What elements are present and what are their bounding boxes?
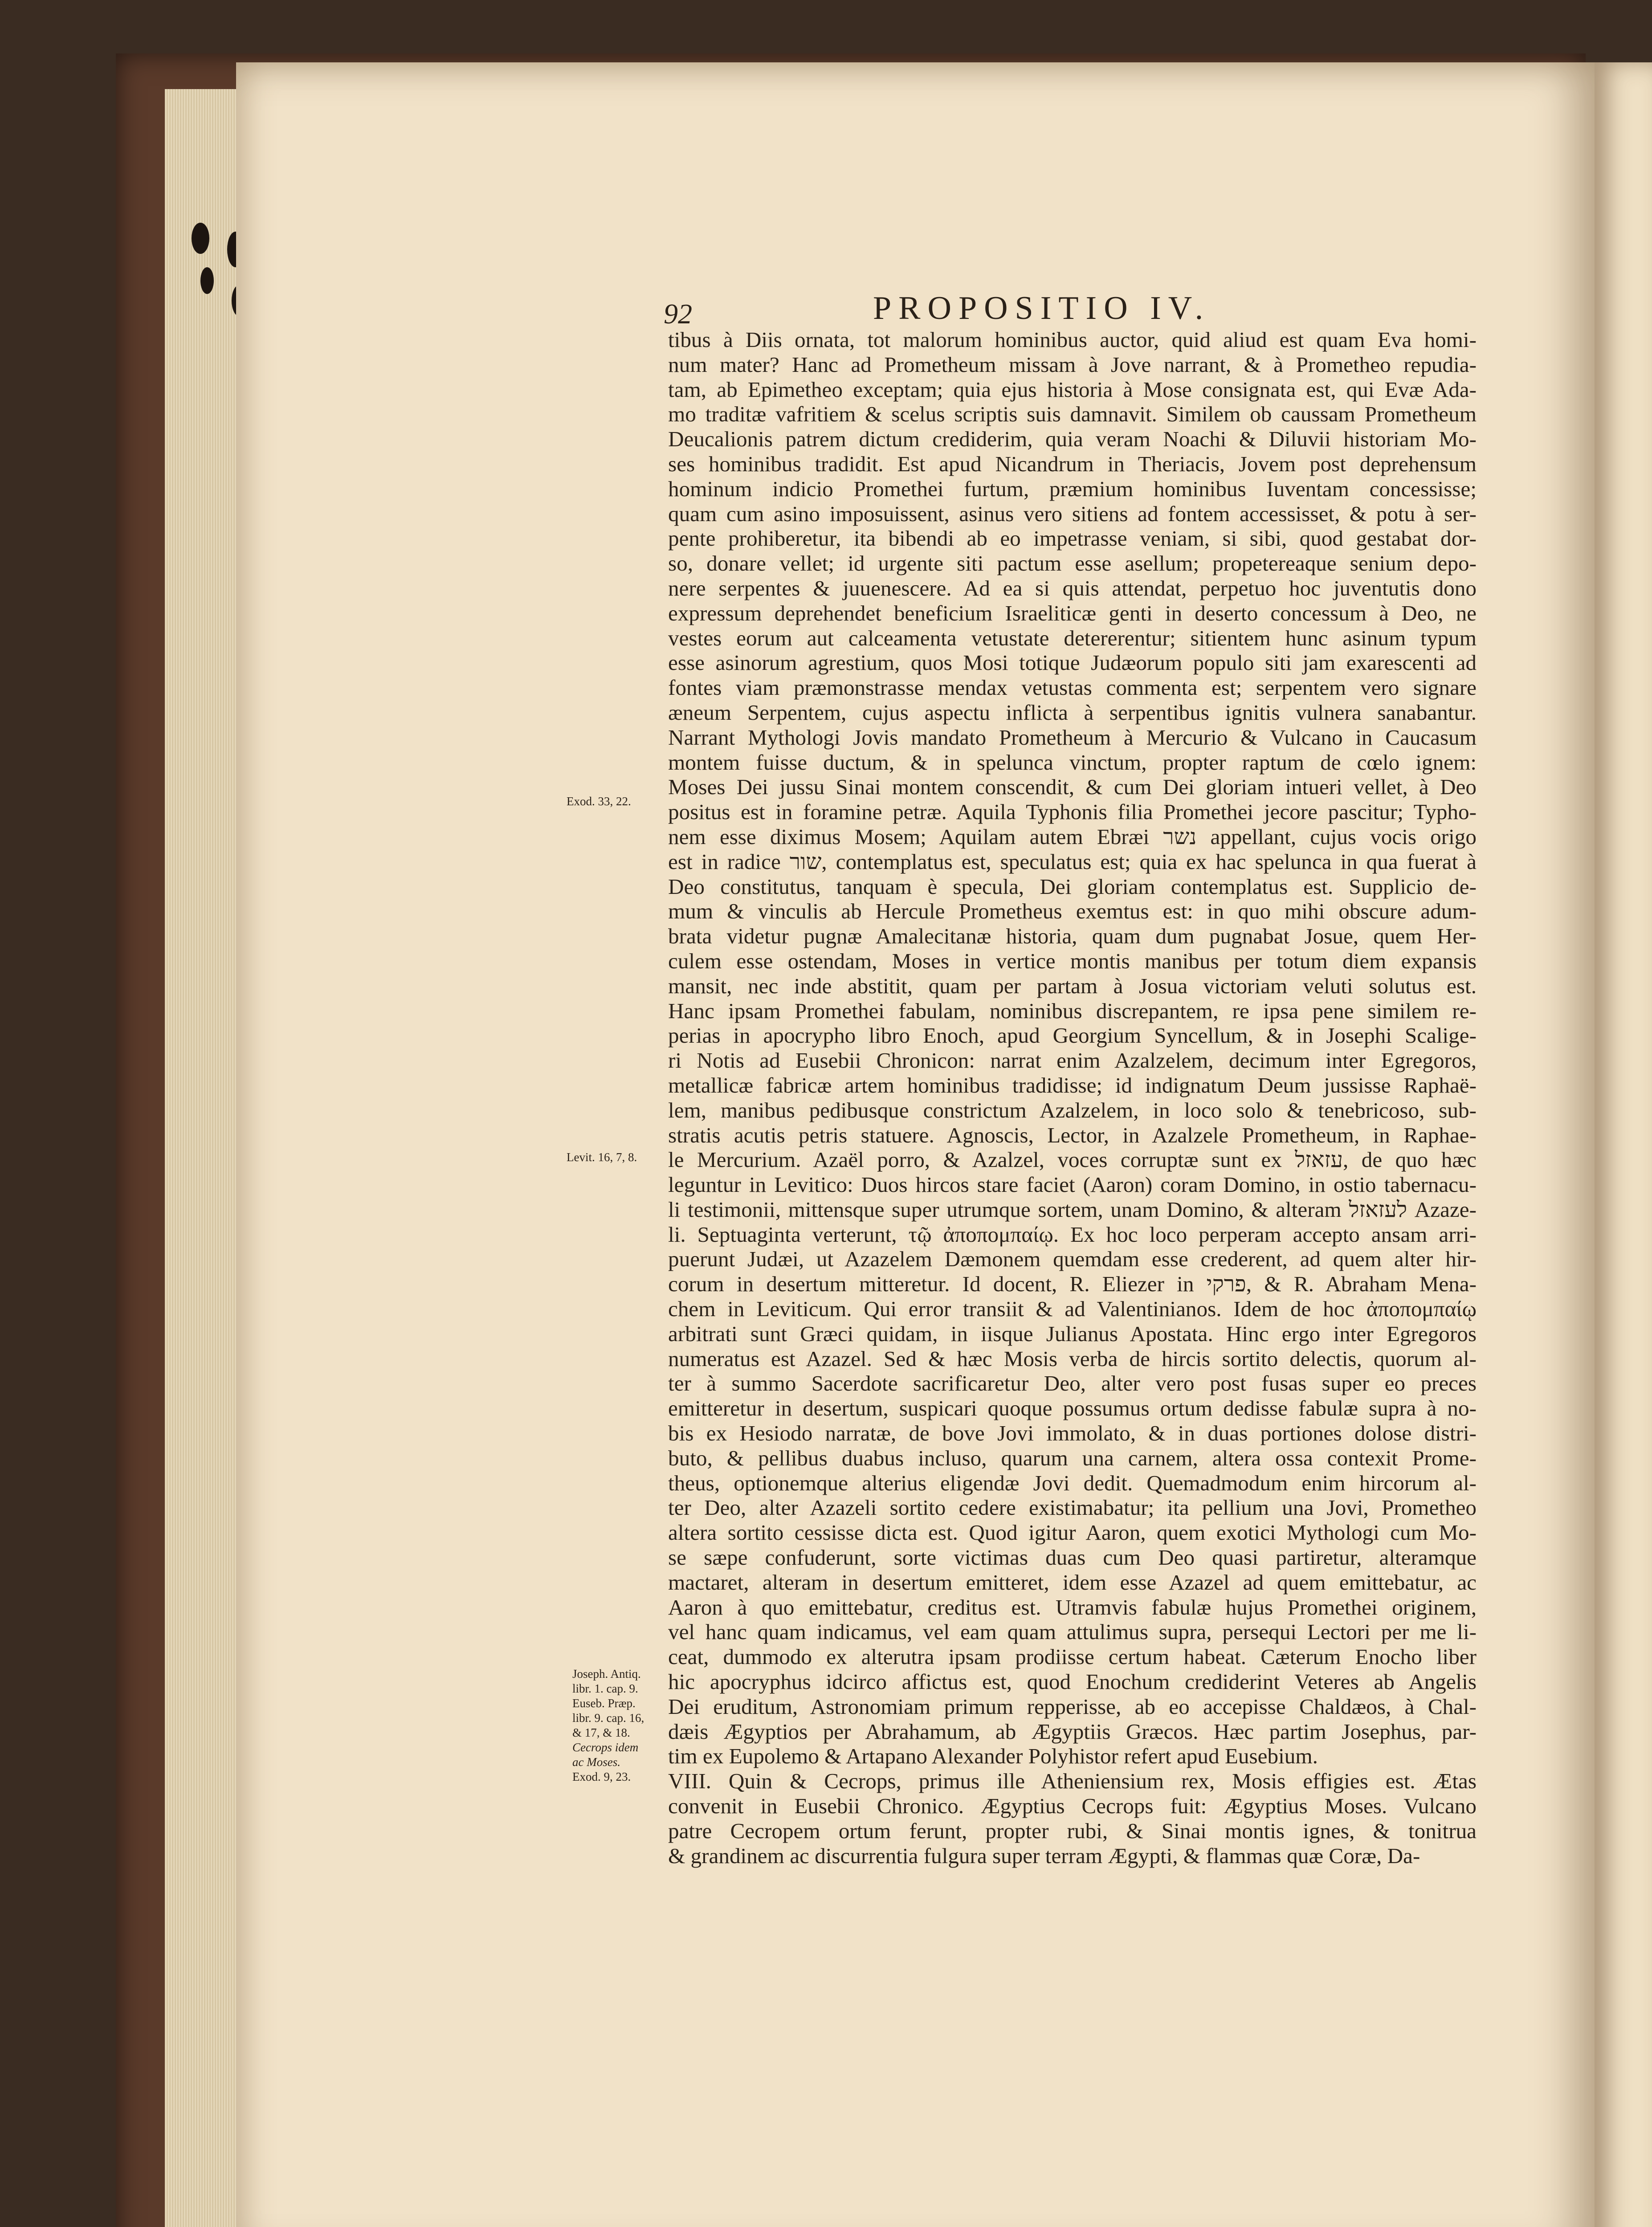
margin-note-line: & 17, & 18.	[572, 1726, 630, 1739]
text-line: puerunt Judæi, ut Azazelem Dæmonem quemdam esse crederent, ad quem alter hir-	[668, 1247, 1477, 1272]
text-line: ter Deo, alter Azazeli sortito cedere existimabatur; ita pellium una Jovi, Prometheo	[668, 1495, 1477, 1520]
text-line: metallicæ fabricæ artem hominibus tradidisse; id indignatum Deum jussisse Raphaë-	[668, 1073, 1477, 1097]
text-line: Moses Dei jussu Sinai montem conscendit, & cum Dei gloriam intueri vellet, à Deo	[668, 775, 1477, 799]
text-line: num mater? Hanc ad Prometheum missam à Jove narrant, & à Prometheo repudia-	[668, 352, 1477, 377]
text-line: tim ex Eupolemo & Artapano Alexander Polyhistor refert apud Eusebium.	[668, 1744, 1318, 1769]
text-line: hominum indicio Promethei furtum, præmium hominibus Iuventam concessisse;	[668, 476, 1477, 501]
text-line: nere serpentes & juuenescere. Ad ea si quis attendat, perpetuo hoc juventutis dono	[668, 575, 1477, 600]
margin-note-sources	[572, 1667, 644, 1784]
text-line: altera sortito cessisse dicta est. Quod igitur Aaron, quem exotici Mythologi cum Mo-	[668, 1520, 1477, 1545]
text-line: mansit, nec inde abstitit, quam per partam à Josua victoriam veluti solutus est.	[668, 973, 1477, 998]
text-line: li. Septuaginta verterunt, τῷ ἀποπομπαίῳ. Ex hoc loco perperam accepto ansam arri-	[668, 1222, 1477, 1247]
facing-page-edge	[1595, 62, 1652, 2227]
text-line: positus est in foramine petræ. Aquila Typhonis filia Promethei jecore pascitur; Typho-	[668, 799, 1477, 824]
margin-note-line: ac Moses.	[572, 1755, 620, 1769]
text-line: convenit in Eusebii Chronico. Ægyptius Cecrops fuit: Ægyptius Moses. Vulcano	[668, 1794, 1477, 1819]
margin-note-exodus: Exod. 33, 22.	[567, 795, 631, 808]
text-line: brata videtur pugnæ Amalecitanæ historia, quam dum pugnabat Josue, quem Her-	[668, 924, 1477, 949]
text-line: patre Cecropem ortum ferunt, propter rubi, & Sinai montis ignes, & tonitrua	[668, 1818, 1477, 1843]
text-line: VIII. Quin & Cecrops, primus ille Atheniensium rex, Mosis effigies est. Ætas	[668, 1769, 1477, 1794]
running-head: PROPOSITIO IV.	[873, 290, 1211, 326]
text-line: bis ex Hesiodo narratæ, de bove Jovi immolato, & in duas portiones dolose distri-	[668, 1421, 1477, 1446]
margin-note-line: libr. 9. cap. 16,	[572, 1711, 644, 1725]
text-line: perias in apocrypho libro Enoch, apud Georgium Syncellum, & in Josephi Scalige-	[668, 1023, 1477, 1048]
text-line: fontes viam præmonstrasse mendax vetustas commenta est; serpentem vero signare	[668, 675, 1477, 700]
text-line: hic apocryphus idcirco affictus est, quod Enochum crediderint Veteres ab Angelis	[668, 1669, 1477, 1694]
text-line: Dei eruditum, Astronomiam primum repperisse, ab eo accepisse Chaldæos, à Chal-	[668, 1694, 1477, 1719]
text-line: le Mercurium. Azaël porro, & Azalzel, voces corruptæ sunt ex עזאזל, de quo hæc	[668, 1147, 1477, 1172]
text-line: dæis Ægyptios per Abrahamum, ab Ægyptiis Græcos. Hæc partim Josephus, par-	[668, 1719, 1477, 1744]
text-line: lem, manibus pedibusque constrictum Azalzelem, in loco solo & tenebricoso, sub-	[668, 1097, 1477, 1122]
text-line: corum in desertum mitteretur. Id docent, R. Eliezer in פרקי, & R. Abraham Mena-	[668, 1272, 1477, 1297]
text-line: arbitrati sunt Græci quidam, in iisque Julianus Apostata. Hinc ergo inter Egregoros	[668, 1321, 1477, 1346]
margin-note-line: Cecrops idem	[572, 1741, 639, 1754]
margin-note-line: libr. 1. cap. 9.	[572, 1682, 638, 1695]
text-line: quam cum asino imposuissent, asinus vero sitiens ad fontem accessisset, & potu à ser-	[668, 501, 1477, 526]
text-line: tam, ab Epimetheo exceptam; quia ejus historia à Mose consignata est, qui Evæ Ada-	[668, 377, 1477, 402]
text-line: & grandinem ac discurrentia fulgura super terram Ægypti, & flammas quæ Coræ, Da-	[668, 1843, 1420, 1868]
margin-note-line: Joseph. Antiq.	[572, 1667, 641, 1680]
text-line: li testimonii, mittensque super utrumque sortem, unam Domino, & alteram לעזאזל Azaze-	[668, 1197, 1477, 1222]
text-line: est in radice שור, contemplatus est, speculatus est; quia ex hac spelunca in qua fuerat à	[668, 849, 1477, 874]
text-line: vestes eorum aut calceamenta vetustate detererentur; sitientem hunc asinum typum	[668, 625, 1477, 650]
text-line: tibus à Diis ornata, tot malorum hominibus auctor, quid aliud est quam Eva homi-	[668, 327, 1477, 352]
text-line: Deucalionis patrem dictum crediderim, quia veram Noachi & Diluvii historiam Mo-	[668, 427, 1477, 452]
text-line: so, donare vellet; id urgente siti pactum esse asellum; propetereaque senium depo-	[668, 551, 1477, 576]
text-line: culem esse ostendam, Moses in vertice montis manibus per totum diem expansis	[668, 948, 1477, 973]
page-number: 92	[664, 298, 692, 330]
text-line: numeratus est Azazel. Sed & hæc Mosis verba de hircis sortito delectis, quorum al-	[668, 1346, 1477, 1371]
text-line: ter à summo Sacerdote sacrificaretur Deo, alter vero post fusas super eo preces	[668, 1371, 1477, 1396]
text-line: vel hanc quam indicamus, vel eam quam attulimus supra, persequi Lectori per me li-	[668, 1619, 1477, 1644]
page-edges	[165, 89, 238, 2227]
text-line: pente prohiberetur, ita bibendi ab eo impetrasse veniam, si sibi, quod gestabat dor-	[668, 526, 1477, 551]
margin-note-line: Exod. 9, 23.	[572, 1770, 631, 1783]
text-line: ri Notis ad Eusebii Chronicon: narrat enim Azalzelem, decimum inter Egregoros,	[668, 1048, 1477, 1073]
text-line: mo traditæ vafritiem & scelus scriptis suis damnavit. Similem ob caussam Prometheum	[668, 402, 1477, 427]
text-line: leguntur in Levitico: Duos hircos stare faciet (Aaron) coram Domino, in ostio tabernacu-	[668, 1172, 1477, 1197]
text-line: theus, optionemque alterius eligendæ Jovi dedit. Quemadmodum enim hircorum al-	[668, 1470, 1477, 1495]
margin-note-leviticus: Levit. 16, 7, 8.	[567, 1150, 637, 1164]
text-line: Narrant Mythologi Jovis mandato Prometheum à Mercurio & Vulcano in Caucasum	[668, 725, 1477, 750]
text-line: æneum Serpentem, cujus aspectu inflicta à serpentibus ignitis vulnera sanabantur.	[668, 700, 1477, 725]
text-line: Aaron à quo emittebatur, creditus est. Utramvis fabulæ hujus Promethei originem,	[668, 1595, 1477, 1619]
text-line: mactaret, alteram in desertum emitteret, idem esse Azazel ad quem emittebatur, ac	[668, 1570, 1477, 1595]
body-text	[668, 327, 1477, 1868]
text-line: Hanc ipsam Promethei fabulam, nominibus discrepantem, re ipsa pene similem re-	[668, 998, 1477, 1023]
text-line: emitteretur in desertum, suspicari quoque possumus ortum dedisse fabulæ supra à no-	[668, 1396, 1477, 1421]
text-line: buto, & pellibus duabus incluso, quarum una carnem, altera ossa contexit Prome-	[668, 1445, 1477, 1470]
text-line: se sæpe confuderunt, sorte victimas duas cum Deo quasi partiretur, alteramque	[668, 1545, 1477, 1570]
text-line: chem in Leviticum. Qui error transiit & ad Valentinianos. Idem de hoc ἀποπομπαίῳ	[668, 1297, 1477, 1322]
text-line: montem fuisse ductum, & in spelunca vinctum, propter raptum de cœlo ignem:	[668, 750, 1477, 775]
text-line: nem esse diximus Mosem; Aquilam autem Ebræi נשר appellant, cujus vocis origo	[668, 824, 1477, 849]
text-line: Deo constitutus, tanquam è specula, Dei gloriam contemplatus est. Supplicio de-	[668, 874, 1477, 899]
text-line: expressum deprehendet beneficium Israeliticæ genti in deserto concessum à Deo, ne	[668, 600, 1477, 625]
text-line: stratis acutis petris statuere. Agnoscis, Lector, in Azalzele Prometheum, in Raphae-	[668, 1122, 1477, 1147]
text-line: ceat, dummodo ex alterutra ipsam prodiisse certum habeat. Cæterum Enocho liber	[668, 1644, 1477, 1669]
text-line: mum & vinculis ab Hercule Prometheus exemtus est: in quo mihi obscure adum-	[668, 899, 1477, 924]
margin-note-line: Euseb. Præp.	[572, 1697, 636, 1710]
text-line: ses hominibus tradidit. Est apud Nicandrum in Theriacis, Jovem post deprehensum	[668, 451, 1477, 476]
text-line: esse asinorum agrestium, quos Mosi totique Judæorum populo siti jam exarescenti ad	[668, 650, 1477, 675]
